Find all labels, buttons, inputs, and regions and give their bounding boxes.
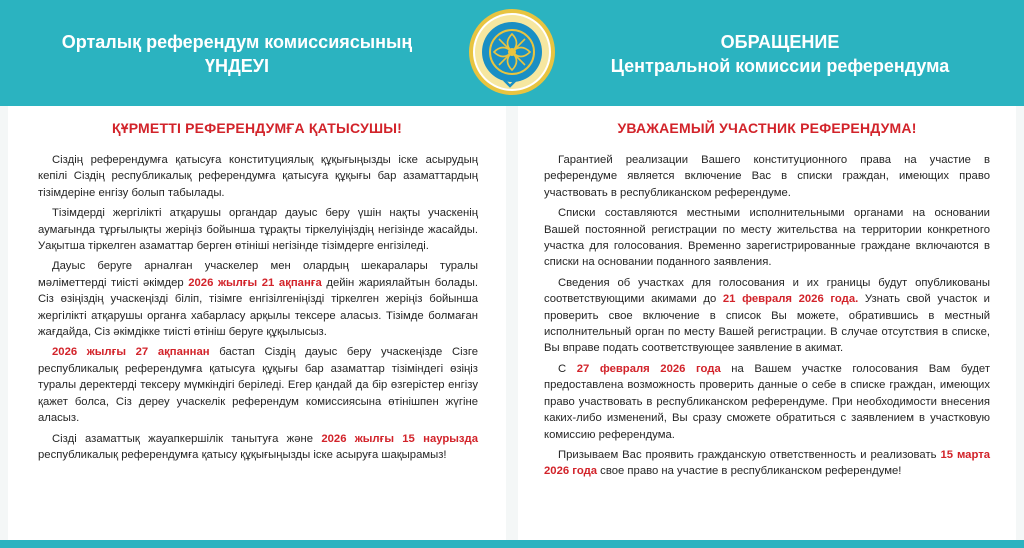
kazakh-p3-text-a: Дауыс беруге арналған учаскелер мен олардың шекаралары туралы мәліметтерді тиісті әкімдер: [38, 260, 478, 289]
kazakh-title-line2: ҮНДЕУІ: [204, 56, 270, 76]
russian-p5-text-a: Призываем Вас проявить гражданскую ответственность и реализовать: [558, 448, 941, 461]
kazakh-paragraph-5: [38, 431, 478, 464]
russian-title: [580, 30, 980, 78]
kazakh-title: [37, 30, 437, 78]
kazakh-paragraph-1: Сіздің референдумға қатысуға конституциялық құқығыңызды іске асырудың кепілі Сіздің республикалық референдумға қатысуға құқығы бар азаматтардың тізімдеріне енгізу болып табылады.: [38, 154, 478, 199]
russian-p3-text-a: Сведения об участках для голосования и их границы будут опубликованы соответствующими акимами до: [544, 276, 990, 306]
russian-p4-text-a: С: [558, 362, 577, 375]
russian-heading: УВАЖАЕМЫЙ УЧАСТНИК РЕФЕРЕНДУМА!: [617, 120, 917, 136]
bottom-bar: [0, 540, 1024, 548]
kazakh-heading: ҚҰРМЕТТІ РЕФЕРЕНДУМҒА ҚАТЫСУШЫ!: [111, 120, 403, 136]
russian-paragraph-3: [544, 275, 990, 357]
russian-p5-date: 15 марта 2026 года: [544, 448, 991, 478]
kazakh-p5-text-a: Сізді азаматтық жауапкершілік танытуға және: [52, 432, 322, 445]
kazakh-p4-text-b: бастап Сіздің дауыс беру учаскеңізде Сізге республикалық референдумға қатысуға құқығы бар азаматтар тізіміндегі өзіңіз туралы деректерді тексеру мүмкіндігі беріледі. Егер қандай да бір өзгерістер енгізу қажет болса, Сіз дереу учаскелік референдум комиссиясына өтінішпен жүгіне аласыз.: [38, 346, 478, 425]
russian-title-line2: Центральной комиссии референдума: [610, 56, 950, 76]
russian-p3-date: 21 февраля 2026 года.: [722, 293, 859, 306]
russian-paragraph-2: Списки составляются местными исполнительными органами на основании Вашей постоянной регистрации по месту жительства на территории конкретного участка для голосования. Временно зарегистрированные граждане включаются в списки на основании поданного заявления.: [544, 207, 990, 269]
kazakh-p5-text-b: республикалық референдумға қатысу құқығыңызды іске асыруға шақырамыз!: [38, 448, 447, 461]
kazakh-p3-text-b: дейін жариялайтын болады. Сіз өзіңіздің учаскеңізді біліп, тізімге енгізілгеніңізді тіркелген жеріңіз бойынша жергілікті атқарушы органға хабарласу арқылы тексере аласыз. Тізімде болмаған жағдайда, Сіз әкімдікке тиісті өтініш беруге құқылысыз.: [38, 276, 478, 339]
kazakh-p4-date: 2026 жылғы 27 ақпаннан: [52, 346, 210, 359]
referendum-commission-emblem-icon: [468, 6, 556, 98]
russian-paragraph-1: Гарантией реализации Вашего конституционного права на участие в референдуме является включение Вас в списки граждан, имеющих право участвовать в республиканском референдуме.: [544, 154, 990, 199]
russian-paragraph-5: [544, 447, 990, 480]
russian-p4-date: 27 февраля 2026 года: [576, 362, 721, 375]
russian-p5-text-b: свое право на участие в республиканском референдуме!: [597, 465, 902, 478]
kazakh-body: [38, 152, 478, 467]
header-banner: [0, 0, 1024, 106]
kazakh-p5-date: 2026 жылғы 15 наурызда: [321, 432, 478, 445]
russian-paragraph-4: [544, 361, 990, 443]
russian-body: [544, 152, 990, 484]
kazakh-p3-date: 2026 жылғы 21 ақпанға: [188, 276, 322, 289]
russian-column: [518, 106, 1016, 540]
kazakh-title-line1: Орталық референдум комиссиясының: [61, 32, 413, 52]
kazakh-paragraph-3: [38, 258, 478, 340]
kazakh-paragraph-4: [38, 344, 478, 426]
russian-p4-text-b: на Вашем участке голосования Вам будет предоставлена возможность проверить данные о себе в списке граждан, имеющих право участвовать в республиканском референдуме. При необходимости внесения каких-либо изменений, Вы сразу сможете обратиться с заявлением в участковую комиссию референдума.: [544, 362, 990, 441]
russian-title-line1: ОБРАЩЕНИЕ: [720, 32, 840, 52]
kazakh-paragraph-2: Тізімдерді жергілікті атқарушы органдар дауыс беру үшін нақты учаскенің аумағында тұрғылықты жеріңіз бойынша тұрақты тіркелуіңіздің негізінде жасайды. Уақытша тіркелген азаматтар берген өтініші негізінде тізімдерге енгізіледі.: [38, 207, 478, 253]
russian-p3-text-b: Узнать свой участок и проверить свое включение в список Вы можете, обратившись в местный исполнительный орган по месту Вашей регистрации. В случае отсутствия в списке, Вы вправе подать соответствующее заявление в акимат.: [544, 293, 990, 355]
kazakh-column: [8, 106, 506, 540]
